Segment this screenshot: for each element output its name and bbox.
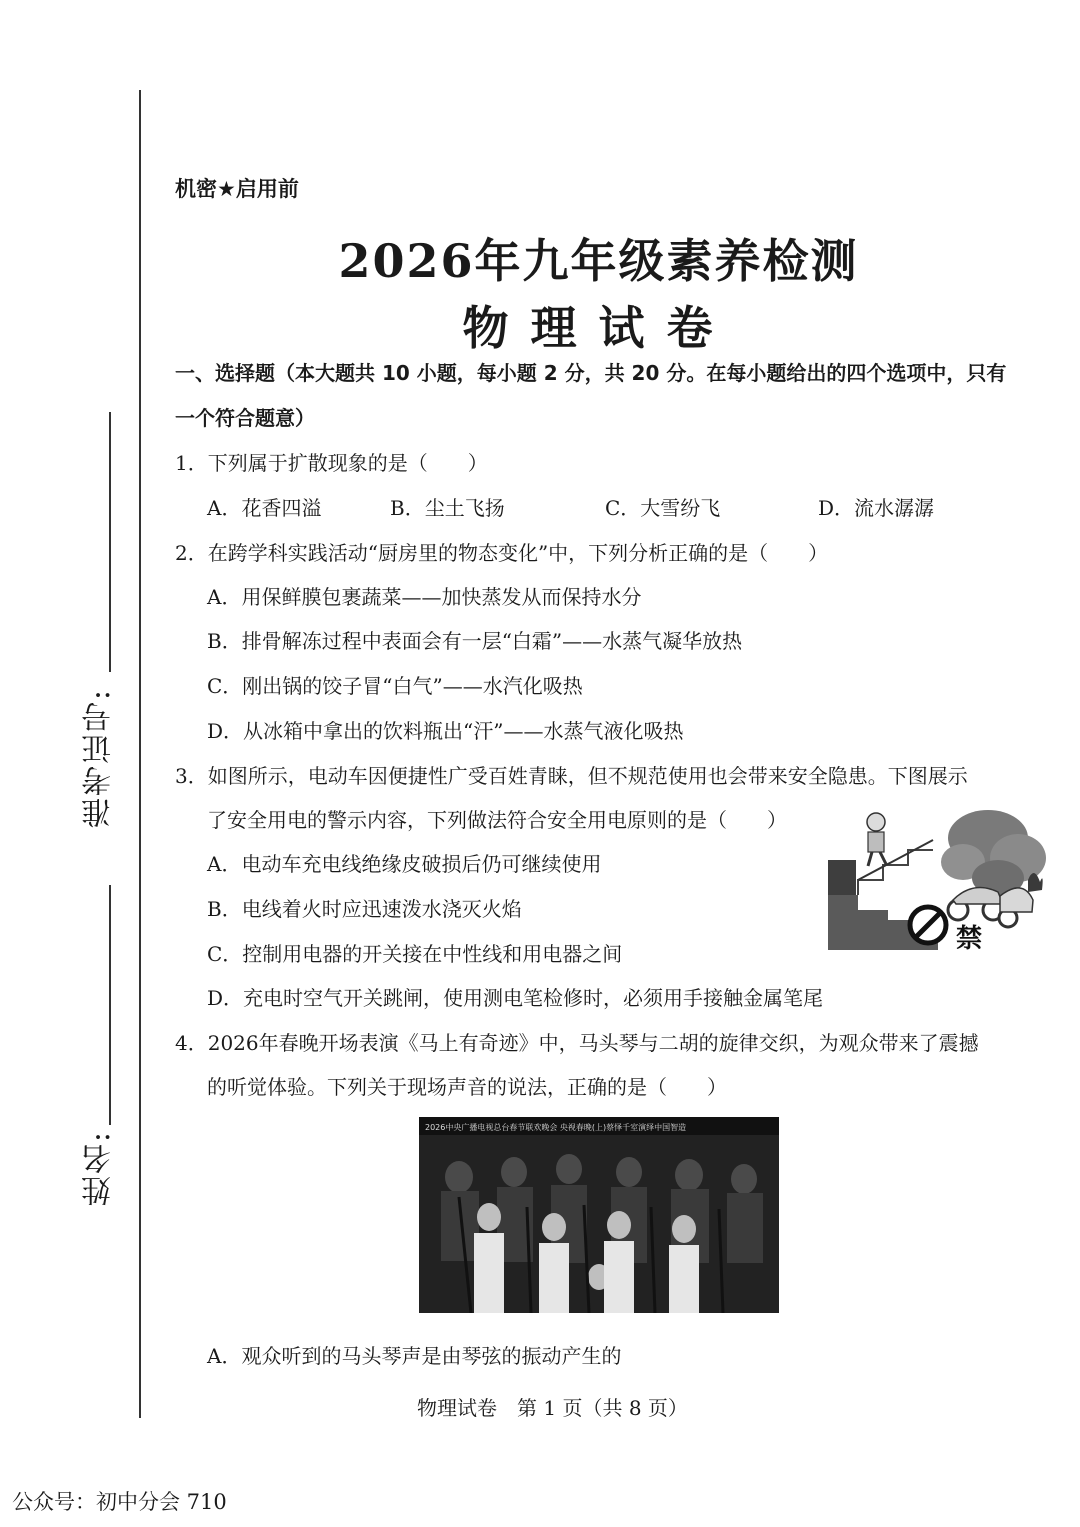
question-3-stem-line1: 3．如图所示，电动车因便捷性广受百姓青睐，但不规范使用也会带来安全隐患。下图展示 [175,764,968,788]
question-4-stem-line1: 4．2026年春晚开场表演《马上有奇迹》中，马头琴与二胡的旋律交织，为观众带来了震撼 [175,1031,979,1055]
exam-id-underline [109,412,111,672]
q2-option-c: C．刚出锅的饺子冒“白气”——水汽化吸热 [207,674,583,698]
question-4-stem-line2: 的听觉体验。下列关于现场声音的说法，正确的是（ ） [207,1075,727,1099]
q1-option-b: B．尘土飞扬 [390,496,505,520]
q4-option-a: A．观众听到的马头琴声是由琴弦的振动产生的 [207,1344,622,1368]
section-heading-line1: 一、选择题（本大题共 10 小题，每小题 2 分，共 20 分。在每小题给出的四个选项中，只有 [175,361,1007,385]
q3-option-b: B．电线着火时应迅速泼水浇灭火焰 [207,897,522,921]
subject-title: 物理试卷 [462,301,735,355]
forbidden-label: 禁 [956,924,983,950]
page-footer: 物理试卷 第 1 页（共 8 页） [417,1396,688,1420]
exam-title: 2026年九年级素养检测 [338,234,859,288]
question-2-stem: 2．在跨学科实践活动“厨房里的物态变化”中，下列分析正确的是（ ） [175,541,829,565]
name-underline [109,885,111,1125]
spring-gala-photo [419,1117,779,1313]
section-heading-line2: 一个符合题意） [175,406,315,430]
q2-option-d: D．从冰箱中拿出的饮料瓶出“汗”——水蒸气液化吸热 [207,719,684,743]
question-3-stem-line2: 了安全用电的警示内容，下列做法符合安全用电原则的是（ ） [207,808,787,832]
q1-option-c: C．大雪纷飞 [605,496,721,520]
q3-option-c: C．控制用电器的开关接在中性线和用电器之间 [207,942,623,966]
q2-option-b: B．排骨解冻过程中表面会有一层“白霜”——水蒸气凝华放热 [207,629,743,653]
q1-option-a: A．花香四溢 [207,496,322,520]
q1-option-d: D．流水潺潺 [818,496,935,520]
photo-caption: 2026中央广播电视总台春节联欢晚会 央视春晚(上)蔡怿千室演绎中国智造 [425,1123,687,1132]
corner-watermark-text: 公众号：初中分会 710 [12,1490,227,1514]
q3-option-a: A．电动车充电线绝缘皮破损后仍可继续使用 [207,852,602,876]
q3-option-d: D．充电时空气开关跳闸，使用测电笔检修时，必须用手接触金属笔尾 [207,986,824,1010]
name-label: 姓名: [82,1130,117,1207]
secret-label: 机密★启用前 [175,177,299,201]
question-1-stem: 1．下列属于扩散现象的是（ ） [175,451,488,475]
e-bike-safety-illustration [828,800,1046,950]
q2-option-a: A．用保鲜膜包裹蔬菜——加快蒸发从而保持水分 [207,585,642,609]
exam-id-label: 准考证号: [82,688,117,829]
